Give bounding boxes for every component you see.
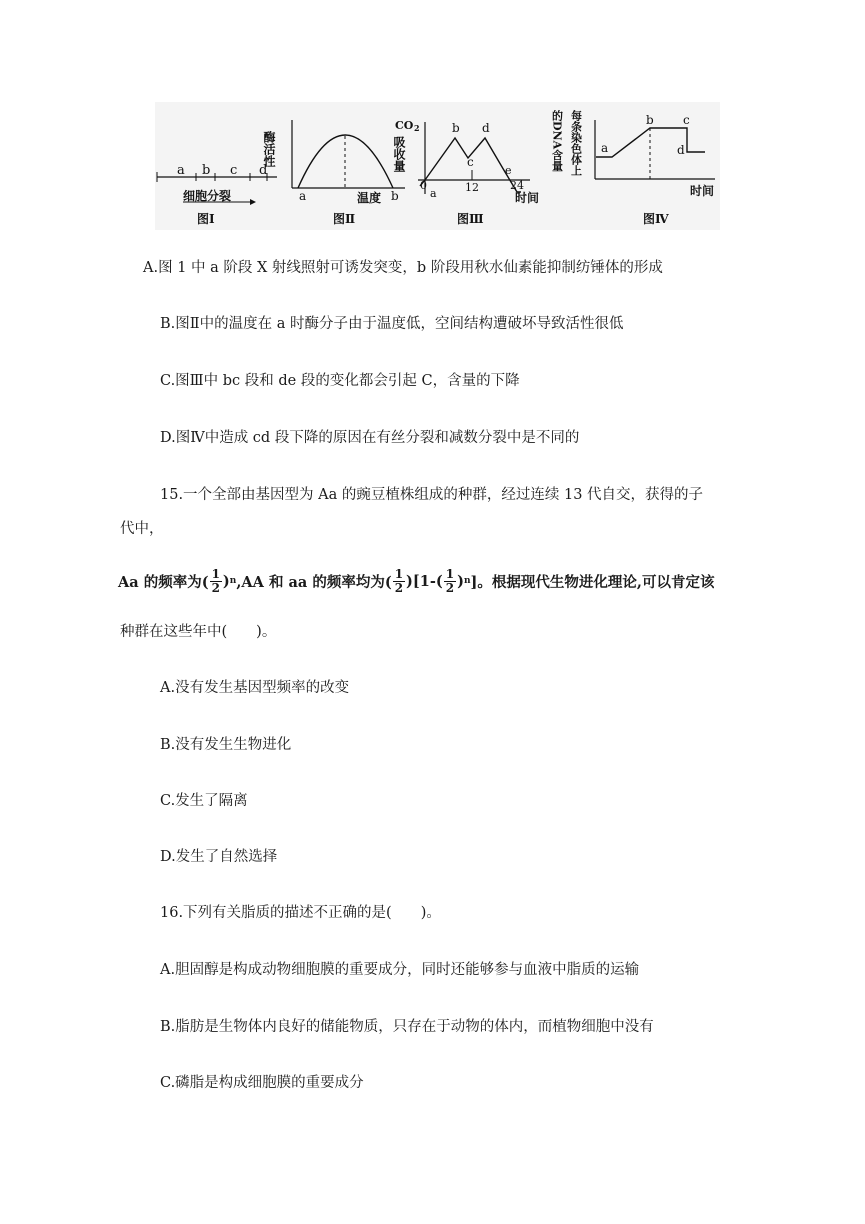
q15-stem-line3: 种群在这些年中( )。 bbox=[120, 624, 277, 640]
q15-option-b: B.没有发生生物进化 bbox=[160, 737, 292, 753]
q15-option-d: D.发生了自然选择 bbox=[160, 849, 278, 865]
fig1-caption: 图Ⅰ bbox=[197, 212, 215, 226]
fig3-tick-24: 24 bbox=[510, 179, 524, 192]
fig3-label-b: b bbox=[452, 121, 460, 135]
fig3-caption: 图Ⅲ bbox=[457, 212, 484, 226]
fig3-label-a: a bbox=[430, 187, 437, 200]
figure-2 bbox=[262, 120, 405, 226]
fig4-label-c: c bbox=[683, 113, 690, 127]
q15-stem-line1: 15.一个全部由基因型为 Aa 的豌豆植株组成的种群，经过连续 13 代自交，获得的子 bbox=[160, 487, 704, 503]
fig2-xlabel: 温度 bbox=[357, 191, 382, 205]
fig1-label-c: c bbox=[230, 163, 238, 178]
q14-option-c: C.图Ⅲ中 bc 段和 de 段的变化都会引起 C，含量的下降 bbox=[160, 373, 520, 389]
q15-option-c: C.发生了隔离 bbox=[160, 793, 248, 809]
q15-stem-line2: 代中， bbox=[120, 521, 164, 537]
formula-fraction-2: $\frac{1}{2}$ bbox=[394, 566, 404, 595]
formula-part1: Aa 的频率为( bbox=[118, 573, 209, 591]
fig2-ylabel: 酶活性 bbox=[262, 131, 276, 167]
fig1-label-a: a bbox=[177, 163, 185, 178]
figure-3 bbox=[392, 119, 539, 226]
q16-option-a: A.胆固醇是构成动物细胞膜的重要成分，同时还能够参与血液中脂质的运输 bbox=[160, 962, 640, 978]
formula-part3: )[1-( bbox=[406, 572, 443, 590]
fig1-label-d: d bbox=[259, 163, 268, 178]
fig4-caption: 图Ⅳ bbox=[643, 212, 669, 226]
fig4-ylabel-left: 的DNA含量 bbox=[550, 110, 564, 172]
q15-option-a: A.没有发生基因型频率的改变 bbox=[160, 680, 350, 696]
fig3-ylabel-sub: 2 bbox=[414, 123, 420, 133]
q14-option-a: A.图 1 中 a 阶段 X 射线照射可诱发突变，b 阶段用秋水仙素能抑制纺锤体的形成 bbox=[143, 260, 663, 276]
q16-stem: 16.下列有关脂质的描述不正确的是( )。 bbox=[160, 905, 441, 921]
fig2-label-a: a bbox=[299, 189, 307, 203]
fig4-label-b: b bbox=[646, 113, 654, 127]
formula-part5: ]。根据现代生物进化理论,可以肯定该 bbox=[470, 573, 715, 591]
fig4-label-a: a bbox=[601, 141, 609, 155]
fig2-caption: 图Ⅱ bbox=[333, 212, 356, 226]
formula-part4: ) bbox=[457, 572, 464, 590]
fig1-label-b: b bbox=[202, 163, 211, 178]
fig1-axis-label: 细胞分裂 bbox=[183, 189, 232, 203]
fig3-xlabel: 时间 bbox=[515, 191, 540, 205]
figure-4 bbox=[551, 109, 716, 226]
fig3-tick-0: 0 bbox=[420, 179, 427, 192]
figure-strip bbox=[155, 102, 720, 230]
figure-1 bbox=[157, 163, 277, 226]
formula-fraction-1: $\frac{1}{2}$ bbox=[211, 566, 220, 595]
formula-part2: ,AA 和 aa 的频率均为( bbox=[236, 573, 392, 591]
q14-option-d: D.图Ⅳ中造成 cd 段下降的原因在有丝分裂和减数分裂中是不同的 bbox=[160, 430, 580, 446]
formula-exponent-2: n bbox=[463, 576, 471, 586]
fig4-ylabel-right: 每条染色体上 bbox=[569, 110, 583, 176]
fig2-label-b: b bbox=[391, 189, 399, 203]
formula-fraction-3: $\frac{1}{2}$ bbox=[445, 566, 455, 595]
fig4-label-d: d bbox=[677, 143, 685, 157]
fig3-label-d: d bbox=[482, 121, 490, 135]
fig3-label-c: c bbox=[467, 155, 474, 169]
q15-formula: Aa 的频率为( $\frac{1}{2}$ ) n ,AA 和 aa 的频率均为( $\frac{1}{2}$ )[1-( $\frac{1}{2}$ ) n ]。根据现代生物进化理论,可以肯定该 bbox=[118, 566, 715, 595]
q14-option-b: B.图Ⅱ中的温度在 a 时酶分子由于温度低，空间结构遭破坏导致活性很低 bbox=[160, 316, 624, 332]
fig3-ylabel-rest: 吸收量 bbox=[392, 136, 406, 172]
fig3-tick-12: 12 bbox=[465, 181, 479, 194]
fig4-xlabel: 时间 bbox=[690, 184, 715, 198]
q16-option-c: C.磷脂是构成细胞膜的重要成分 bbox=[160, 1075, 364, 1091]
formula-exponent-1: n bbox=[229, 576, 237, 586]
fig3-ylabel-co: CO bbox=[395, 119, 414, 132]
q16-option-b: B.脂肪是生物体内良好的储能物质，只存在于动物的体内，而植物细胞中没有 bbox=[160, 1019, 654, 1035]
fig3-label-e: e bbox=[505, 164, 512, 177]
figure-diagrams bbox=[155, 102, 720, 230]
